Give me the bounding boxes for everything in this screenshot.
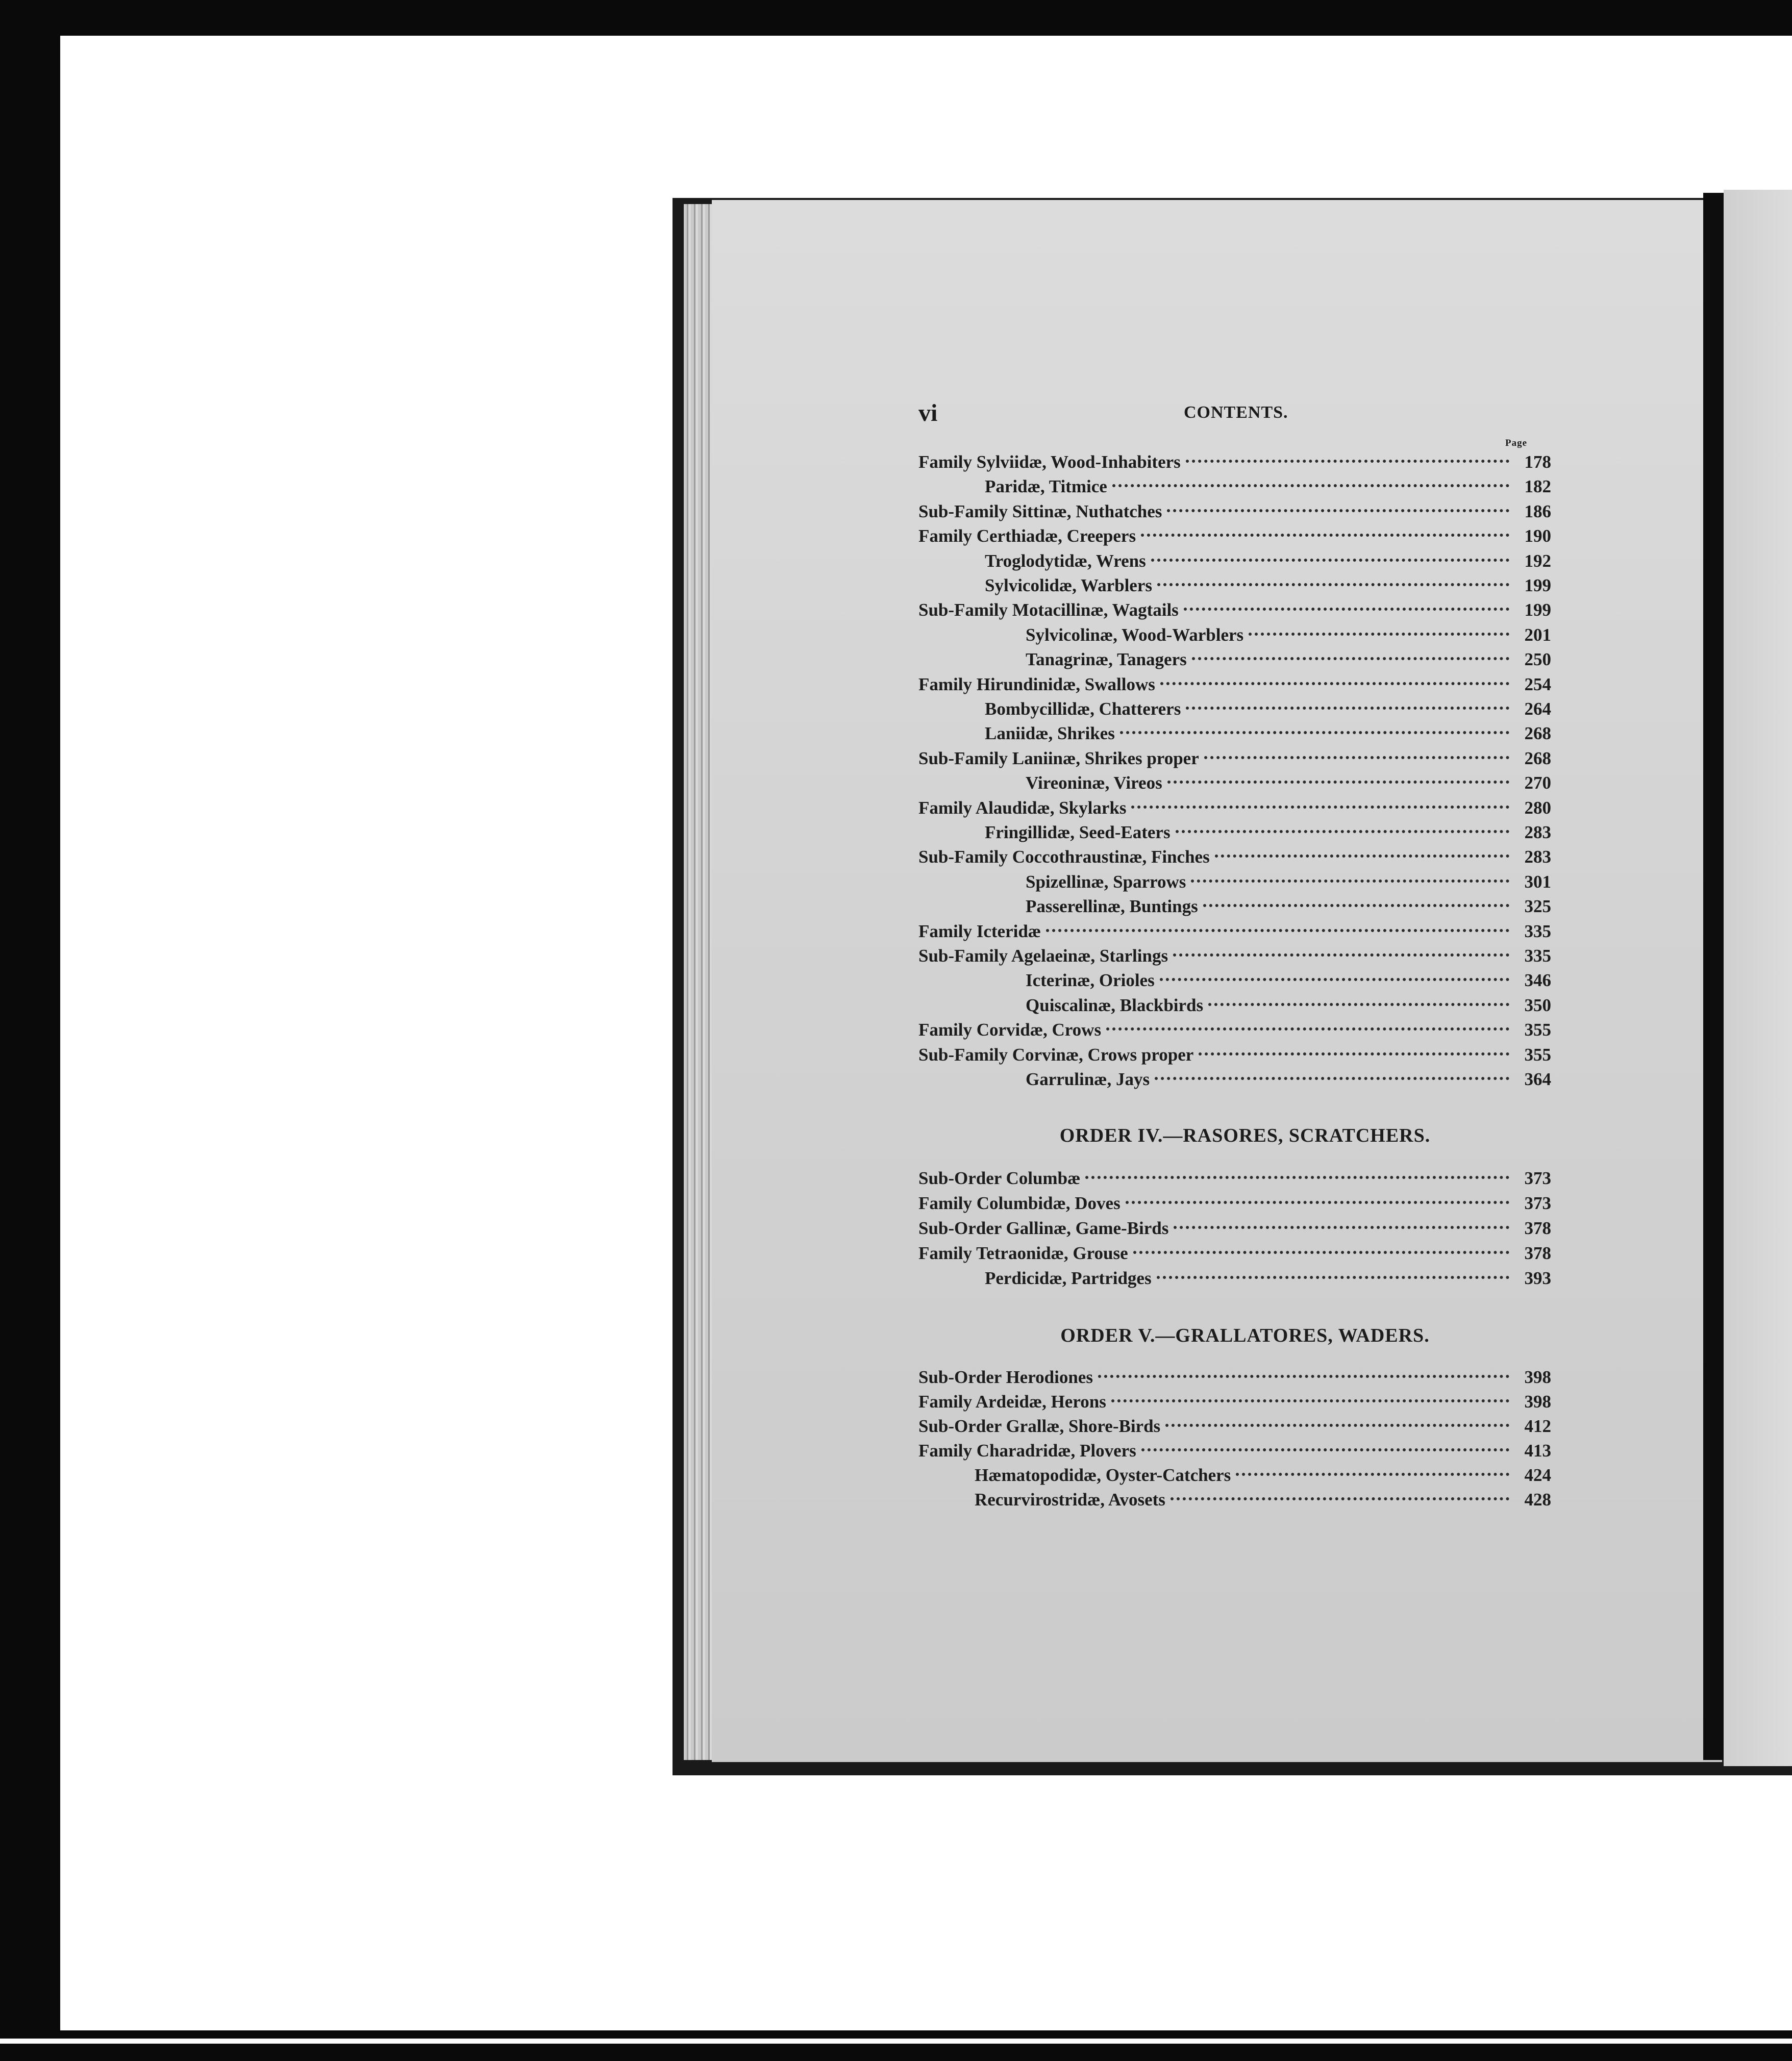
dot-leader [1157, 1276, 1509, 1279]
toc-entry [918, 1168, 1551, 1192]
toc-entry [985, 699, 1551, 722]
toc-entry-title: Family Hirundinidæ, Swallows [918, 674, 1155, 694]
toc-entry [918, 847, 1551, 870]
page-column-label: Page [1505, 438, 1528, 448]
toc-entry-page: 182 [1524, 476, 1551, 497]
frame-edge [0, 2039, 1792, 2044]
dot-leader [1141, 1448, 1509, 1451]
toc-entry-title: Family Charadridæ, Plovers [918, 1441, 1136, 1461]
toc-entry-page: 280 [1524, 797, 1551, 818]
toc-entry-title: Family Ardeidæ, Herons [918, 1392, 1106, 1412]
book-gutter [1703, 193, 1724, 1760]
toc-entry [1026, 995, 1551, 1019]
toc-entry-page: 335 [1524, 921, 1551, 941]
toc-entry-page: 355 [1524, 1044, 1551, 1065]
page-stack-edge [684, 204, 714, 1760]
toc-entry-title: Sub-Family Corvinæ, Crows proper [918, 1044, 1194, 1065]
dot-leader [1171, 1497, 1509, 1500]
dot-leader [1208, 1003, 1509, 1006]
toc-entry-page: 190 [1524, 526, 1551, 546]
dot-leader [1120, 731, 1509, 734]
toc-entry-page: 373 [1524, 1193, 1551, 1213]
toc-entry [1026, 649, 1551, 673]
toc-entry-title: Family Corvidæ, Crows [918, 1020, 1102, 1040]
toc-entry [918, 1243, 1551, 1267]
toc-entry [985, 723, 1551, 747]
toc-entry-page: 424 [1524, 1465, 1551, 1485]
toc-entry-title: Hæmatopodidæ, Oyster-Catchers [975, 1465, 1231, 1485]
toc-entry-page: 393 [1524, 1268, 1551, 1288]
toc-entry-page: 378 [1524, 1243, 1551, 1263]
toc-entry [985, 551, 1551, 574]
toc-entry [1026, 1069, 1551, 1093]
toc-entry-title: Sylvicolidæ, Warblers [985, 575, 1152, 595]
toc-entry [985, 822, 1551, 846]
dot-leader [1184, 608, 1509, 611]
toc-entry-title: Family Icteridæ [918, 921, 1041, 941]
toc-entry [918, 1392, 1551, 1415]
toc-entry-title: Family Alaudidæ, Skylarks [918, 797, 1127, 818]
toc-entry [918, 1020, 1551, 1043]
dot-leader [1160, 682, 1509, 685]
toc-entry-title: Perdicidæ, Partridges [985, 1268, 1152, 1288]
dot-leader [1167, 509, 1509, 512]
toc-entry-title: Paridæ, Titmice [985, 476, 1107, 497]
toc-entry [918, 674, 1551, 698]
dot-leader [1186, 707, 1509, 710]
toc-entry [918, 1441, 1551, 1464]
toc-entry-title: Family Columbidæ, Doves [918, 1193, 1121, 1213]
toc-entry [918, 452, 1551, 475]
toc-entry-title: Recurvirostridæ, Avosets [975, 1490, 1165, 1510]
toc-entry-page: 398 [1524, 1392, 1551, 1412]
toc-entry-title: Sylvicolinæ, Wood-Warblers [1026, 624, 1244, 645]
toc-entry-title: Sub-Family Laniinæ, Shrikes proper [918, 748, 1199, 768]
toc-entry-page: 325 [1524, 896, 1551, 917]
toc-entry-title: Sub-Family Agelaeinæ, Starlings [918, 946, 1168, 966]
dot-leader [1098, 1375, 1509, 1378]
dot-leader [1186, 460, 1509, 463]
page-header [918, 399, 1551, 430]
toc-entry-page: 192 [1524, 550, 1551, 571]
toc-entry-title: Sub-Family Coccothraustinæ, Finches [918, 847, 1210, 867]
toc-entry-title: Sub-Family Motacillinæ, Wagtails [918, 600, 1179, 620]
dot-leader [1133, 1251, 1509, 1254]
toc-entry-page: 199 [1524, 575, 1551, 595]
toc-entry [918, 748, 1551, 772]
toc-entry-page: 412 [1524, 1416, 1551, 1436]
toc-entry-page: 283 [1524, 847, 1551, 867]
dot-leader [1151, 559, 1509, 562]
toc-entry-title: Sub-Order Herodiones [918, 1367, 1093, 1387]
toc-entry-page: 270 [1524, 773, 1551, 793]
toc-entry-page: 398 [1524, 1367, 1551, 1387]
toc-entry [975, 1465, 1551, 1489]
dot-leader [1157, 583, 1509, 586]
toc-entry-title: Icterinæ, Orioles [1026, 970, 1155, 991]
toc-entry-title: Laniidæ, Shrikes [985, 723, 1115, 744]
toc-entry-page: 350 [1524, 995, 1551, 1015]
toc-entry [975, 1490, 1551, 1513]
dot-leader [1174, 1226, 1509, 1229]
toc-entry [918, 1367, 1551, 1391]
toc-entry-page: 428 [1524, 1490, 1551, 1510]
toc-entry [918, 600, 1551, 623]
dot-leader [1215, 854, 1509, 858]
toc-entry-title: Family Certhiadæ, Creepers [918, 526, 1136, 546]
toc-entry-title: Vireoninæ, Vireos [1026, 773, 1162, 793]
toc-entry [1026, 896, 1551, 920]
toc-entry-page: 413 [1524, 1441, 1551, 1461]
toc-entry [918, 501, 1551, 525]
toc-entry-title: Tanagrinæ, Tanagers [1026, 649, 1187, 670]
toc-entry-title: Sub-Order Grallæ, Shore-Birds [918, 1416, 1161, 1436]
running-head: CONTENTS. [1184, 403, 1288, 422]
order-iv-heading: ORDER IV.—RASORES, SCRATCHERS. [1059, 1125, 1431, 1146]
toc-entry [918, 921, 1551, 945]
toc-entry-title: Spizellinæ, Sparrows [1026, 871, 1186, 892]
toc-entry-title: Sub-Order Gallinæ, Game-Birds [918, 1218, 1169, 1238]
toc-entry-title: Sub-Family Sittinæ, Nuthatches [918, 501, 1162, 521]
dot-leader [1126, 1201, 1509, 1204]
toc-entry-page: 201 [1524, 624, 1551, 645]
dot-leader [1192, 657, 1509, 660]
toc-entry [1026, 970, 1551, 994]
toc-entry-page: 254 [1524, 674, 1551, 694]
dot-leader [1085, 1176, 1509, 1179]
toc-entry-page: 378 [1524, 1218, 1551, 1238]
toc-entry [985, 476, 1551, 500]
toc-entry-title: Fringillidæ, Seed-Eaters [985, 822, 1171, 842]
toc-entry-page: 335 [1524, 946, 1551, 966]
toc-entry-page: 186 [1524, 501, 1551, 521]
toc-entry-page: 264 [1524, 699, 1551, 719]
toc-entry-title: Sub-Order Columbæ [918, 1168, 1081, 1188]
toc-entry-page: 268 [1524, 723, 1551, 744]
dot-leader [1106, 1027, 1509, 1030]
dot-leader [1046, 929, 1509, 932]
toc-entry-title: Quiscalinæ, Blackbirds [1026, 995, 1204, 1015]
toc-entry-title: Troglodytidæ, Wrens [985, 550, 1146, 571]
dot-leader [1165, 1424, 1509, 1427]
toc-entry [1026, 872, 1551, 895]
dot-leader [1199, 1052, 1509, 1055]
toc-entry [985, 575, 1551, 599]
toc-entry [1026, 773, 1551, 796]
toc-entry-page: 199 [1524, 600, 1551, 620]
dot-leader [1155, 1077, 1509, 1080]
toc-entry [985, 1268, 1551, 1292]
toc-entry-page: 283 [1524, 822, 1551, 842]
toc-entry-title: Family Tetraonidæ, Grouse [918, 1243, 1128, 1263]
dot-leader [1131, 806, 1509, 809]
dot-leader [1173, 953, 1509, 957]
facing-page-edge [1724, 190, 1792, 1766]
toc-entry-title: Bombycillidæ, Chatterers [985, 699, 1181, 719]
toc-entry [918, 1045, 1551, 1068]
toc-entry-page: 346 [1524, 970, 1551, 991]
toc-entry-page: 355 [1524, 1020, 1551, 1040]
toc-entry [1026, 625, 1551, 648]
toc-entry-page: 301 [1524, 871, 1551, 892]
toc-entry-page: 268 [1524, 748, 1551, 768]
toc-entry [918, 1218, 1551, 1242]
dot-leader [1141, 534, 1509, 537]
toc-entry [918, 1193, 1551, 1217]
folio-number: vi [918, 399, 938, 426]
toc-entry [918, 1416, 1551, 1440]
toc-entry-page: 178 [1524, 452, 1551, 472]
dot-leader [1112, 484, 1509, 487]
toc-entry-page: 373 [1524, 1168, 1551, 1188]
order-v-heading: ORDER V.—GRALLATORES, WADERS. [1060, 1325, 1430, 1346]
toc-entry [918, 946, 1551, 969]
toc-entry-title: Family Sylviidæ, Wood-Inhabiters [918, 452, 1181, 472]
dot-leader [1176, 830, 1509, 833]
dot-leader [1204, 756, 1509, 759]
dot-leader [1167, 781, 1509, 784]
dot-leader [1160, 978, 1509, 981]
dot-leader [1203, 904, 1509, 907]
toc-entry-page: 250 [1524, 649, 1551, 670]
toc-entry [918, 798, 1551, 821]
dot-leader [1249, 633, 1509, 636]
dot-leader [1111, 1399, 1509, 1402]
dot-leader [1191, 879, 1509, 883]
dot-leader [1236, 1473, 1509, 1476]
toc-entry-title: Passerellinæ, Buntings [1026, 896, 1198, 917]
toc-entry-title: Garrulinæ, Jays [1026, 1069, 1150, 1089]
toc-entry-page: 364 [1524, 1069, 1551, 1089]
toc-entry [918, 526, 1551, 549]
